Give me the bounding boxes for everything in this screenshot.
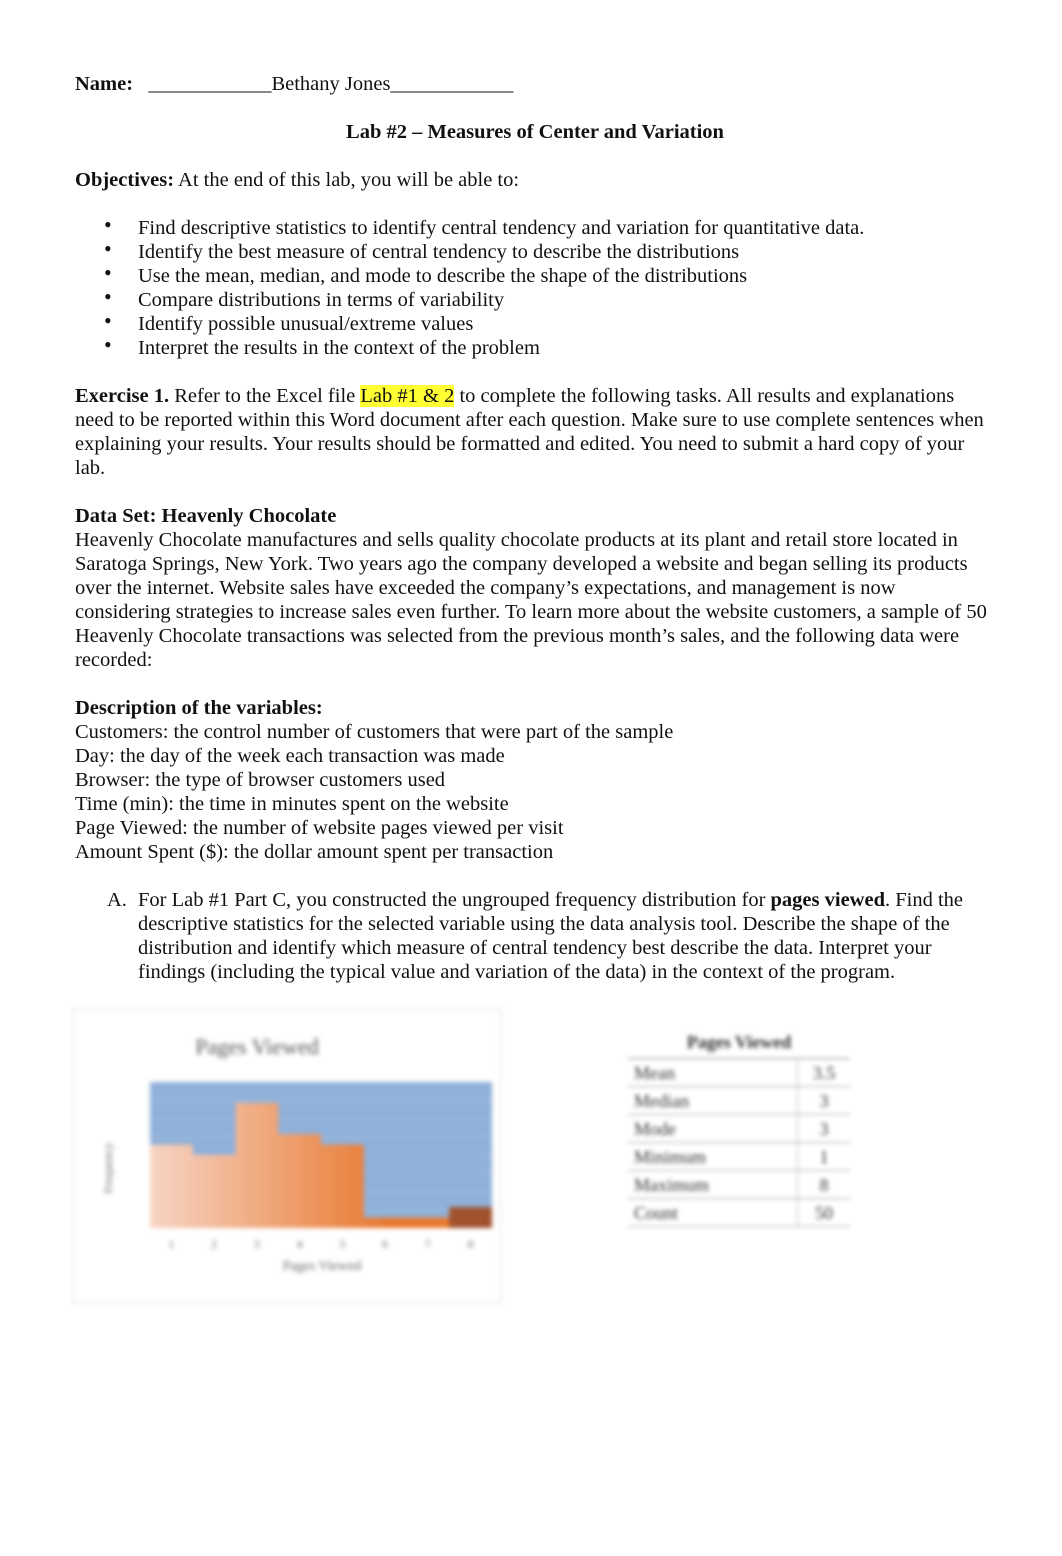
document-page xyxy=(75,72,995,984)
variable-item: Page Viewed: the number of website pages viewed per visit xyxy=(75,817,564,839)
stats-header: Pages Viewed xyxy=(628,1026,850,1059)
objective-text: Identify the best measure of central tendency to describe the distributions xyxy=(138,241,740,263)
objectives-intro xyxy=(75,168,995,192)
exercise-text-pre: Refer to the Excel file xyxy=(169,385,361,407)
chart-title: Pages Viewed xyxy=(195,1034,319,1059)
x-tick-label: 5 xyxy=(339,1237,346,1251)
name-label: Name: xyxy=(75,73,134,95)
x-tick-label: 1 xyxy=(168,1237,175,1251)
x-axis-label: Pages Viewed xyxy=(282,1259,362,1274)
page-title: Lab #2 – Measures of Center and Variation xyxy=(346,121,724,143)
area-tail xyxy=(449,1207,492,1228)
list-item xyxy=(75,212,995,240)
variable-item: Browser: the type of browser customers used xyxy=(75,769,446,791)
dataset-heading: Data Set: Heavenly Chocolate xyxy=(75,505,337,527)
stat-value: 3 xyxy=(798,1115,851,1143)
list-item xyxy=(75,284,995,312)
table-row xyxy=(628,1171,850,1199)
table-row xyxy=(628,1115,850,1143)
bullet-icon: • xyxy=(104,260,112,285)
table-row xyxy=(628,1059,850,1087)
question-a xyxy=(75,888,995,984)
bullet-icon: • xyxy=(104,212,112,237)
name-value: ____________Bethany Jones____________ xyxy=(148,73,514,95)
x-tick-label: 4 xyxy=(296,1237,303,1251)
variables-heading: Description of the variables: xyxy=(75,697,323,719)
table-row xyxy=(628,1199,850,1227)
variable-item: Day: the day of the week each transaction was made xyxy=(75,745,505,767)
variable-item: Customers: the control number of customers that were part of the sample xyxy=(75,721,674,743)
excel-file-highlight: Lab #1 & 2 xyxy=(360,385,455,407)
x-tick-label: 6 xyxy=(382,1237,389,1251)
stat-label: Mean xyxy=(628,1059,798,1087)
stat-value: 1 xyxy=(798,1143,851,1171)
x-tick-label: 2 xyxy=(211,1237,218,1251)
pages-viewed-chart xyxy=(72,1008,502,1304)
stat-value: 3.5 xyxy=(798,1059,851,1087)
variables-section xyxy=(75,696,995,864)
dataset-body: Heavenly Chocolate manufactures and sells quality chocolate products at its plant and retail store located in Saratoga Springs, New York. Two years ago the company developed a website and began selling its products over the internet. Website sales have exceeded the company’s expectations, and management is now considering strategies to increase sales even further. To learn more about the website customers, a sample of 50 Heavenly Chocolate transactions was selected from the previous month’s sales, and the following data were recorded: xyxy=(75,529,987,671)
exercise-label: Exercise 1. xyxy=(75,385,170,407)
objectives-list xyxy=(75,212,995,360)
descriptive-stats-table xyxy=(628,1026,850,1232)
variable-item: Time (min): the time in minutes spent on the website xyxy=(75,793,509,815)
question-letter: A. xyxy=(107,889,127,911)
x-tick-label: 8 xyxy=(467,1237,474,1251)
list-item xyxy=(75,236,995,264)
stat-label: Minimum xyxy=(628,1143,798,1171)
objective-text: Compare distributions in terms of variability xyxy=(138,289,505,311)
list-item xyxy=(75,260,995,288)
objective-text: Identify possible unusual/extreme values xyxy=(138,313,474,335)
bullet-icon: • xyxy=(104,308,112,333)
y-axis-label: Frequency xyxy=(101,1142,115,1194)
question-text-pre: For Lab #1 Part C, you constructed the ungrouped frequency distribution for xyxy=(138,889,771,911)
table-row xyxy=(628,1143,850,1171)
list-item xyxy=(75,308,995,336)
objective-text: Use the mean, median, and mode to describe the shape of the distributions xyxy=(138,265,748,287)
stats-table xyxy=(628,1026,850,1227)
name-line xyxy=(75,72,995,96)
x-tick-label: 7 xyxy=(424,1237,431,1251)
objective-text: Find descriptive statistics to identify central tendency and variation for quantitative data. xyxy=(138,217,865,239)
stat-value: 8 xyxy=(798,1171,851,1199)
bullet-icon: • xyxy=(104,284,112,309)
bullet-icon: • xyxy=(104,236,112,261)
x-tick-label: 3 xyxy=(253,1237,260,1251)
bullet-icon: • xyxy=(104,332,112,357)
objective-text: Interpret the results in the context of the problem xyxy=(138,337,540,359)
list-item xyxy=(75,332,995,360)
objectives-intro-text: At the end of this lab, you will be able to: xyxy=(174,169,520,191)
dataset-section xyxy=(75,504,995,672)
exercise-text-post: to complete the following tasks. All results and explanations need to be reported within this Word document after each question. Make sure to use complete sentences when explaining your results. Your results should be formatted and edited. You need to submit a hard copy of your lab. xyxy=(75,385,984,479)
objectives-label: Objectives: xyxy=(75,169,175,191)
question-bold-term: pages viewed xyxy=(770,889,885,911)
stat-label: Maximum xyxy=(628,1171,798,1199)
chart-svg xyxy=(72,1008,502,1304)
stat-label: Count xyxy=(628,1199,798,1227)
stat-value: 50 xyxy=(798,1199,851,1227)
exercise-paragraph xyxy=(75,384,995,480)
variable-item: Amount Spent ($): the dollar amount spent per transaction xyxy=(75,841,554,863)
stat-label: Median xyxy=(628,1087,798,1115)
stat-label: Mode xyxy=(628,1115,798,1143)
table-row xyxy=(628,1087,850,1115)
question-text-post: . Find the descriptive statistics for the selected variable using the data analysis tool. Describe the shape of the distribution and identify which measure of central tendency best describe the data. Interpret your findings (including the typical value and variation of the data) in the context of the program. xyxy=(138,889,964,983)
stat-value: 3 xyxy=(798,1087,851,1115)
